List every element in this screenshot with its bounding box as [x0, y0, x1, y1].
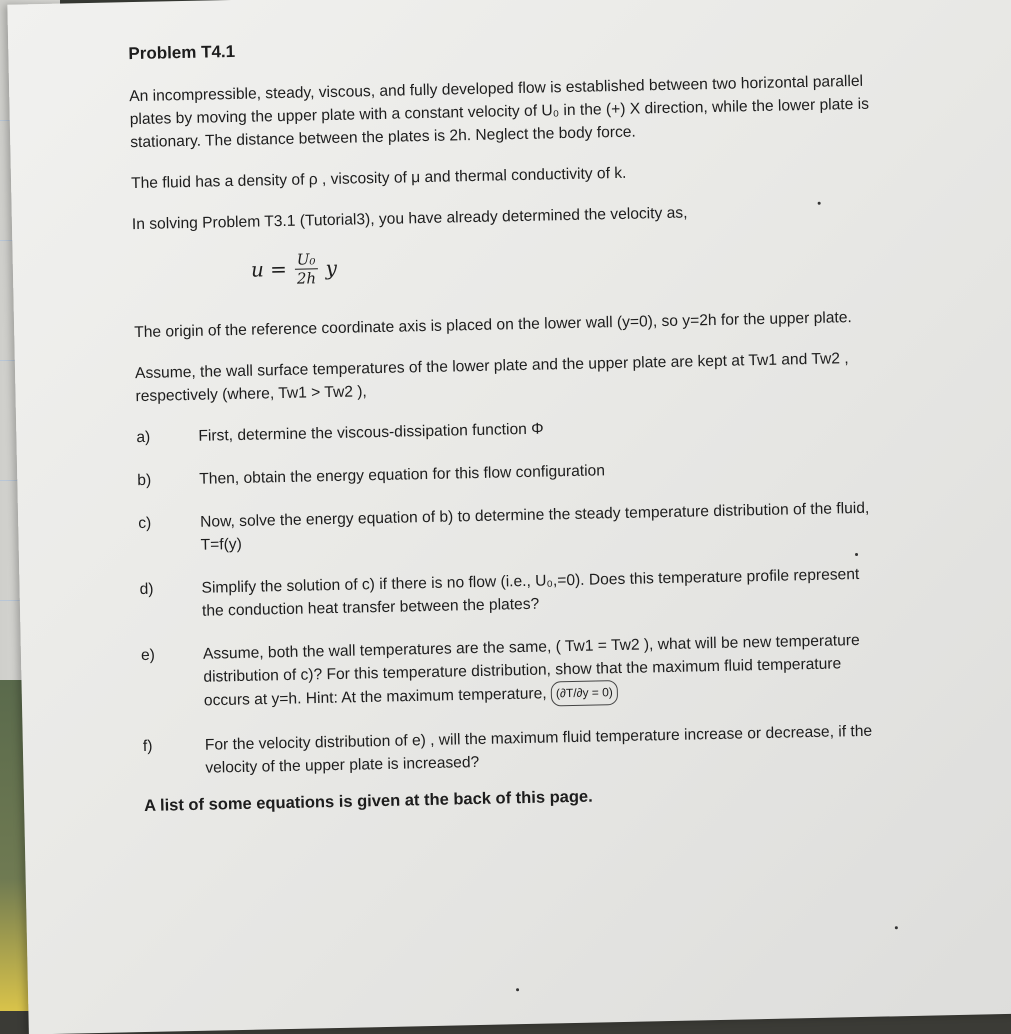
speck [895, 926, 898, 929]
equation-numerator: U₀ [295, 250, 318, 269]
question-e [141, 629, 882, 715]
velocity-equation [251, 239, 874, 289]
equation-fraction [295, 250, 318, 287]
hint-derivative: (∂T/∂y = 0) [551, 680, 618, 706]
question-label: e) [140, 646, 156, 665]
question-text: Simplify the solution of c) if there is no flow (i.e., U₀,=0). Does this temperature profile represent the conduction heat transfer between the plates? [201, 565, 860, 620]
question-label: a) [136, 428, 151, 447]
sheet-content [128, 27, 884, 818]
velocity-intro: In solving Problem T3.1 (Tutorial3), you have already determined the velocity as, [131, 204, 688, 234]
equation-lhs: u = [250, 256, 288, 282]
question-label: d) [139, 580, 154, 599]
question-text: Then, obtain the energy equation for this flow configuration [199, 462, 606, 488]
question-text: Now, solve the energy equation of b) to determine the steady temperature distribution of the fluid, T=f(y) [200, 499, 870, 554]
properties-paragraph: The fluid has a density of ρ , viscosity of μ and thermal conductivity of k. [130, 164, 627, 193]
question-text: Assume, both the wall temperatures are the same, ( Tw1 = Tw2 ), what will be new temperature distribution of c)? For this temperature distribution, show that the maximum fluid temperature occurs at y=h. Hint: At the maximum temperature, [202, 631, 860, 710]
question-text: First, determine the viscous-dissipation function Φ [198, 420, 544, 445]
problem-title: Problem T4.1 [128, 41, 236, 64]
assume-paragraph: Assume, the wall surface temperatures of the lower plate and the upper plate are kept at Tw1 and Tw2 , respectively (where, Tw1 > Tw2 ), [134, 350, 849, 406]
question-label: b) [137, 471, 152, 490]
question-a [136, 411, 876, 449]
question-c [138, 497, 879, 558]
question-label: f) [142, 737, 153, 756]
question-label: c) [138, 514, 152, 533]
problem-sheet [7, 0, 1011, 1034]
equation-rhs: y [325, 255, 338, 281]
question-e-body [203, 629, 882, 714]
intro-paragraph: An incompressible, steady, viscous, and fully developed flow is established between two horizontal parallel plates by moving the upper plate with a constant velocity of U₀ in the (+) X direction, while the lower plate is stationary. The distance between the plates is 2h. Neglect the body force. [129, 72, 870, 152]
origin-paragraph: The origin of the reference coordinate axis is placed on the lower wall (y=0), so y=2h for the upper plate. [134, 309, 852, 342]
footer-note: A list of some equations is given at the back of this page. [143, 787, 593, 815]
question-d [139, 563, 880, 624]
speck [818, 202, 821, 205]
speck [855, 553, 858, 556]
question-text: For the velocity distribution of e) , will the maximum fluid temperature increase or decrease, if the velocity of the upper plate is increased? [204, 722, 873, 777]
question-b [137, 454, 877, 492]
question-f [143, 720, 884, 781]
speck [516, 988, 519, 991]
equation-denominator: 2h [296, 269, 317, 288]
